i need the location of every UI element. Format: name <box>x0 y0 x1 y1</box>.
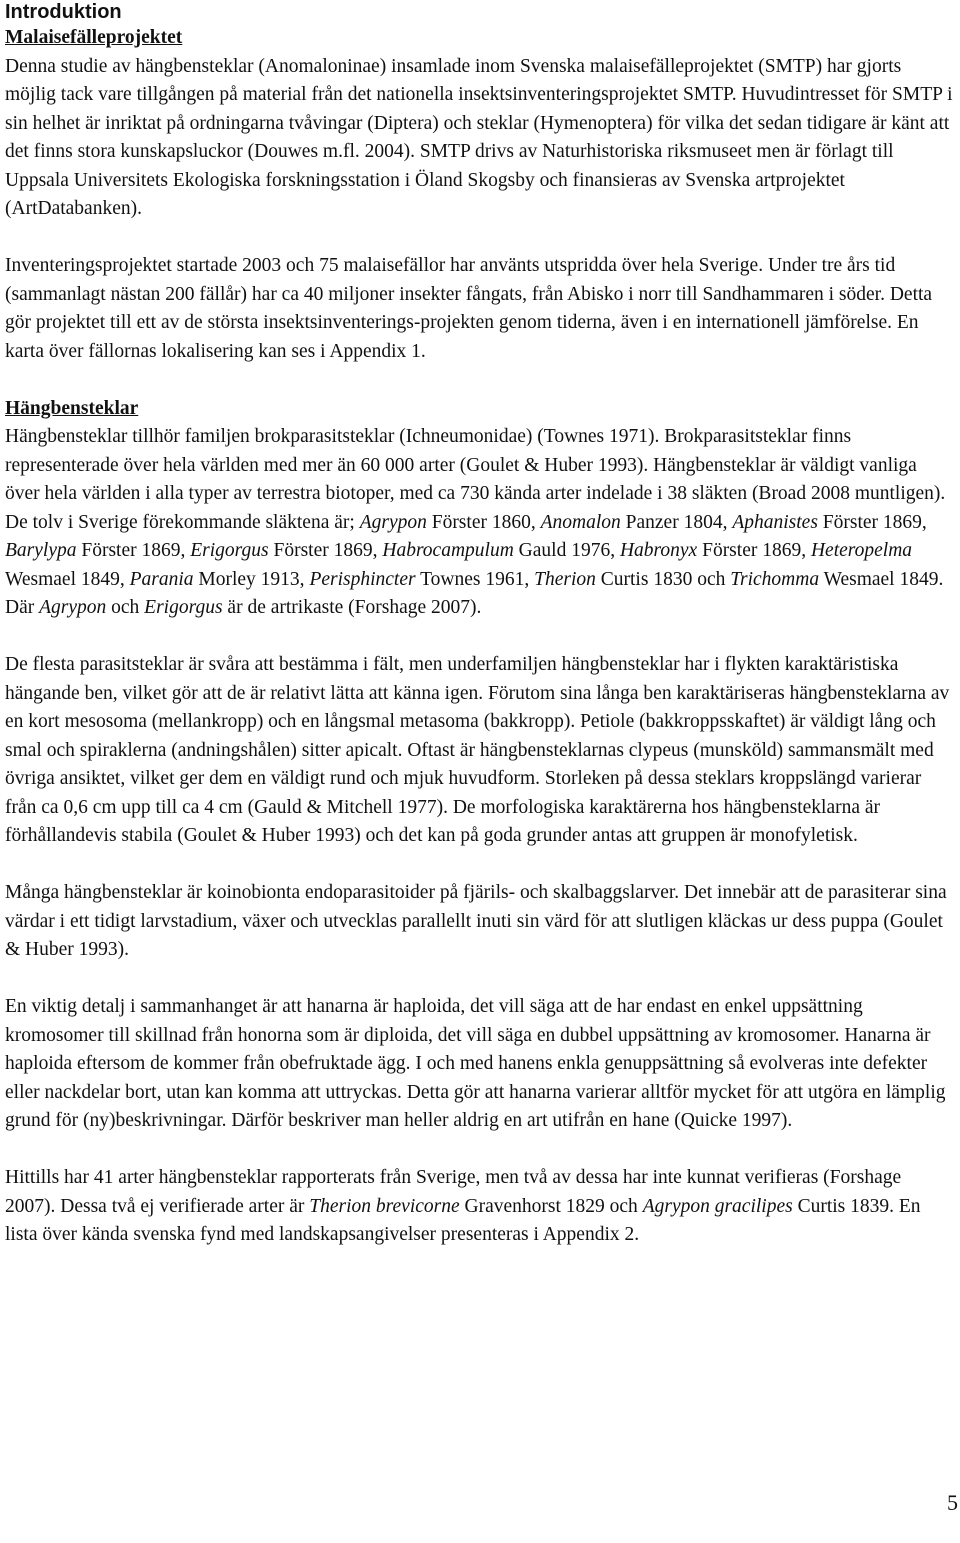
genus-name: Erigorgus <box>190 540 269 561</box>
genus-name: Therion <box>534 568 596 590</box>
section-title-malaise: Malaisefälleprojektet <box>5 27 183 48</box>
paragraph-hangbensteklar-4: En viktig detalj i sammanhanget är att hanarna är haploida, det vill säga att de har endast en enkel uppsättning kromosomer till skillnad från honorna som är diploida, det vill säga en dubbel uppsättning av kromosomer. Hanarna är haploida eftersom de kommer från obefruktade ägg. I och med hanens enkla genuppsättning så evolveras inte defekter eller nackdelar bort, utan kan komma att uttryckas. Detta gör att hanarna varierar alltför mycket för att utgöra en lämplig grund för (ny)beskrivningar. Därför beskriver man heller aldrig en art utifrån en hane (Quicke 1997). <box>5 996 946 1131</box>
paragraph-hangbensteklar-1: Hängbensteklar tillhör familjen brokparasitsteklar (Ichneumonidae) (Townes 1971). Brokparasitsteklar finns representerade över hela världen med mer än 60 000 arter (Goulet & Huber 1993). Hängbensteklar är väldigt vanliga över hela världen i alla typer av terrestra biotoper, med ca 730 kända arter indelade i 38 släkten (Broad 2008 muntligen). De tolv i Sverige förekommande släktena är; Agrypon Förster 1860, Anomalon Panzer 1804, Aphanistes Förster 1869, Barylypa Förster 1869, Erigorgus Förster 1869, Habrocampulum Gauld 1976, Habronyx Förster 1869, Heteropelma Wesmael 1849, Parania Morley 1913, Perisphincter Townes 1961, Therion Curtis 1830 och Trichomma Wesmael 1849. Där Agrypon och Erigorgus är de artrikaste (Forshage 2007). <box>5 426 946 618</box>
genus-name: Agrypon <box>359 511 427 533</box>
paragraph-malaise-2: Inventeringsprojektet startade 2003 och 75 malaisefällor har använts utspridda över hela Sverige. Under tre års tid (sammanlagt nästan 200 fällår) har ca 40 miljoner insekter fångats, från Abisko i norr till Sandhammaren i söder. Detta gör projektet till ett av de största insektsinventerings-projekten genom tiderna, även i en internationell jämförelse. En karta över fällornas lokalisering kan ses i Appendix 1. <box>5 255 933 362</box>
genus-name: Trichomma <box>730 568 820 590</box>
paragraph-hangbensteklar-5: Hittills har 41 arter hängbensteklar rapporterats från Sverige, men två av dessa har inte kunnat verifieras (Forshage 2007). Dessa två ej verifierade arter är Therion brevicorne Gravenhorst 1829 och Agrypon gracilipes Curtis 1839. En lista över kända svenska fynd med landskapsangivelser presenteras i Appendix 2. <box>5 1167 921 1245</box>
paragraph-hangbensteklar-3: Många hängbensteklar är koinobionta endoparasitoider på fjärils- och skalbaggslarver. Det innebär att de parasiterar sina värdar i ett tidigt larvstadium, växer och utvecklas parallellt inuti sin värd för att slutligen kläckas ur dess puppa (Goulet & Huber 1993). <box>5 882 947 960</box>
genus-name: Aphanistes <box>732 511 818 533</box>
genus-name: Habronyx <box>619 540 698 561</box>
genus-name: Anomalon <box>540 511 621 533</box>
genus-name: Habrocampulum <box>382 540 514 561</box>
genus-name: Barylypa <box>5 540 77 561</box>
paragraph-hangbensteklar-2: De flesta parasitsteklar är svåra att bestämma i fält, men underfamiljen hängbensteklar har i flykten karaktäristiska hängande ben, vilket gör att de är relativt lätta att känna igen. Förutom sina långa ben karaktäriseras hängbensteklarna av en kort mesosoma (mellankropp) och en långsmal metasoma (bakkropp). Petiole (bakkroppsskaftet) är väldigt lång och smal och spiraklerna (andningshålen) sitter apicalt. Oftast är hängbensteklarnas clypeus (munsköld) sammansmält med övriga ansiktet, vilket ger dem en väldigt rund och mjuk huvudform. Storleken på dessa steklars kroppslängd varierar från ca 0,6 cm upp till ca 4 cm (Gauld & Mitchell 1977). De morfologiska karaktärerna hos hängbensteklarna är förhållandevis stabila (Goulet & Huber 1993) och det kan på goda grunder antas att gruppen är monofyletisk. <box>5 654 950 846</box>
document-page <box>5 0 953 1250</box>
genus-name: Parania <box>129 568 194 590</box>
section-title-hangbensteklar: Hängbensteklar <box>5 397 139 419</box>
page-title: Introduktion <box>5 1 122 23</box>
paragraph-malaise-1: Denna studie av hängbensteklar (Anomaloninae) insamlade inom Svenska malaisefälleprojektet (SMTP) har gjorts möjlig tack vare tillgången på material från det nationella insektsinventeringsprojektet SMTP. Huvudintresset för SMTP i sin helhet är inriktat på ordningarna tvåvingar (Diptera) och steklar (Hymenoptera) för vilka det sedan tidigare är känt att det finns stora kunskapsluckor (Douwes m.fl. 2004). SMTP drivs av Naturhistoriska riksmuseet men är förlagt till Uppsala Universitets Ekologiska forskningsstation i Öland Skogsby och finansieras av Svenska artprojektet (ArtDatabanken). <box>5 55 953 219</box>
genus-name: Heteropelma <box>810 540 913 561</box>
genus-name: Agrypon <box>39 597 107 618</box>
genus-name: Erigorgus <box>144 597 223 618</box>
species-name: Therion brevicorne <box>309 1195 460 1217</box>
species-name: Agrypon gracilipes <box>642 1195 793 1217</box>
page-number: 5 <box>947 1490 958 1515</box>
genus-name: Perisphincter <box>309 568 416 590</box>
